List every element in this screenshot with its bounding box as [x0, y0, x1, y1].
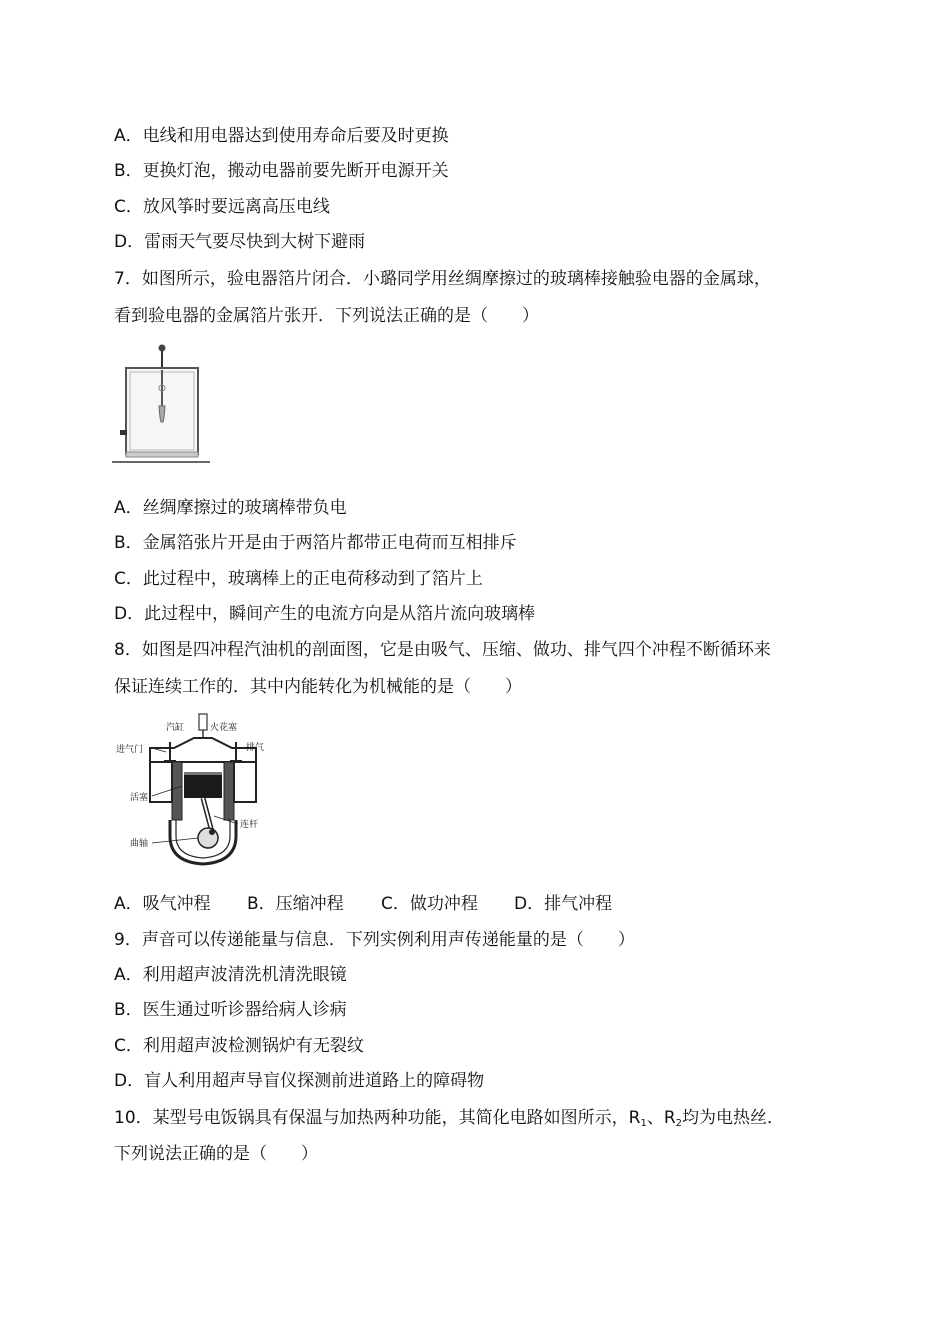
q10-stem-line1: [114, 1107, 784, 1129]
q9-option-b: B．医生通过听诊器给病人诊病: [114, 1000, 347, 1020]
label-piston: 活塞: [130, 793, 149, 803]
q8-option-b: B．压缩冲程: [247, 894, 344, 914]
q8-option-d: D．排气冲程: [514, 894, 613, 914]
q10-stem-line2: 下列说法正确的是（ ）: [114, 1144, 318, 1164]
q9-option-d: D．盲人利用超声导盲仪探测前进道路上的障碍物: [114, 1071, 485, 1091]
label-connecting-rod: 连杆: [240, 820, 259, 830]
q6-option-d: D．雷雨天气要尽快到大树下避雨: [114, 232, 366, 252]
q9-option-c: C．利用超声波检测锅炉有无裂纹: [114, 1036, 364, 1056]
label-exhaust-valve: 排气: [246, 743, 265, 753]
q10-sub-2: 2: [675, 1118, 683, 1129]
q10-stem-part-b: 、R: [646, 1108, 676, 1128]
q7-option-b: B．金属箔张片开是由于两箔片都带正电荷而互相排斥: [114, 533, 517, 553]
q8-stem-line1: 8．如图是四冲程汽油机的剖面图，它是由吸气、压缩、做功、排气四个冲程不断循环来: [114, 640, 771, 660]
q7-stem-line2: 看到验电器的金属箔片张开．下列说法正确的是（ ）: [114, 306, 539, 326]
q6-option-a: A．电线和用电器达到使用寿命后要及时更换: [114, 126, 449, 146]
q10-stem-part-c: 均为电热丝．: [682, 1108, 785, 1128]
q7-option-d: D．此过程中，瞬间产生的电流方向是从箔片流向玻璃棒: [114, 604, 536, 624]
q6-option-c: C．放风筝时要远离高压电线: [114, 197, 330, 217]
label-crankshaft: 曲轴: [130, 839, 149, 849]
q10-stem-part-a: 10．某型号电饭锅具有保温与加热两种功能，其简化电路如图所示，R: [114, 1108, 641, 1128]
q10-sub-1: 1: [640, 1118, 647, 1129]
engine-cross-section-figure: [112, 712, 272, 872]
q6-option-b: B．更换灯泡，搬动电器前要先断开电源开关: [114, 161, 449, 181]
q8-option-a: A．吸气冲程: [114, 894, 211, 914]
label-spark-plug: 火花塞: [210, 723, 238, 733]
electroscope-figure: [112, 340, 212, 465]
q9-option-a: A．利用超声波清洗机清洗眼镜: [114, 965, 347, 985]
label-cylinder: 汽缸: [166, 723, 185, 733]
q7-stem-line1: 7．如图所示，验电器箔片闭合．小璐同学用丝绸摩擦过的玻璃棒接触验电器的金属球，: [114, 269, 771, 289]
q8-option-c: C．做功冲程: [381, 894, 478, 914]
q7-option-a: A．丝绸摩擦过的玻璃棒带负电: [114, 498, 347, 518]
q9-stem: 9．声音可以传递能量与信息．下列实例利用声传递能量的是（ ）: [114, 930, 635, 950]
q7-option-c: C．此过程中，玻璃棒上的正电荷移动到了箔片上: [114, 569, 483, 589]
q8-stem-line2: 保证连续工作的．其中内能转化为机械能的是（ ）: [114, 677, 522, 697]
label-intake-valve: 进气门: [116, 745, 144, 755]
